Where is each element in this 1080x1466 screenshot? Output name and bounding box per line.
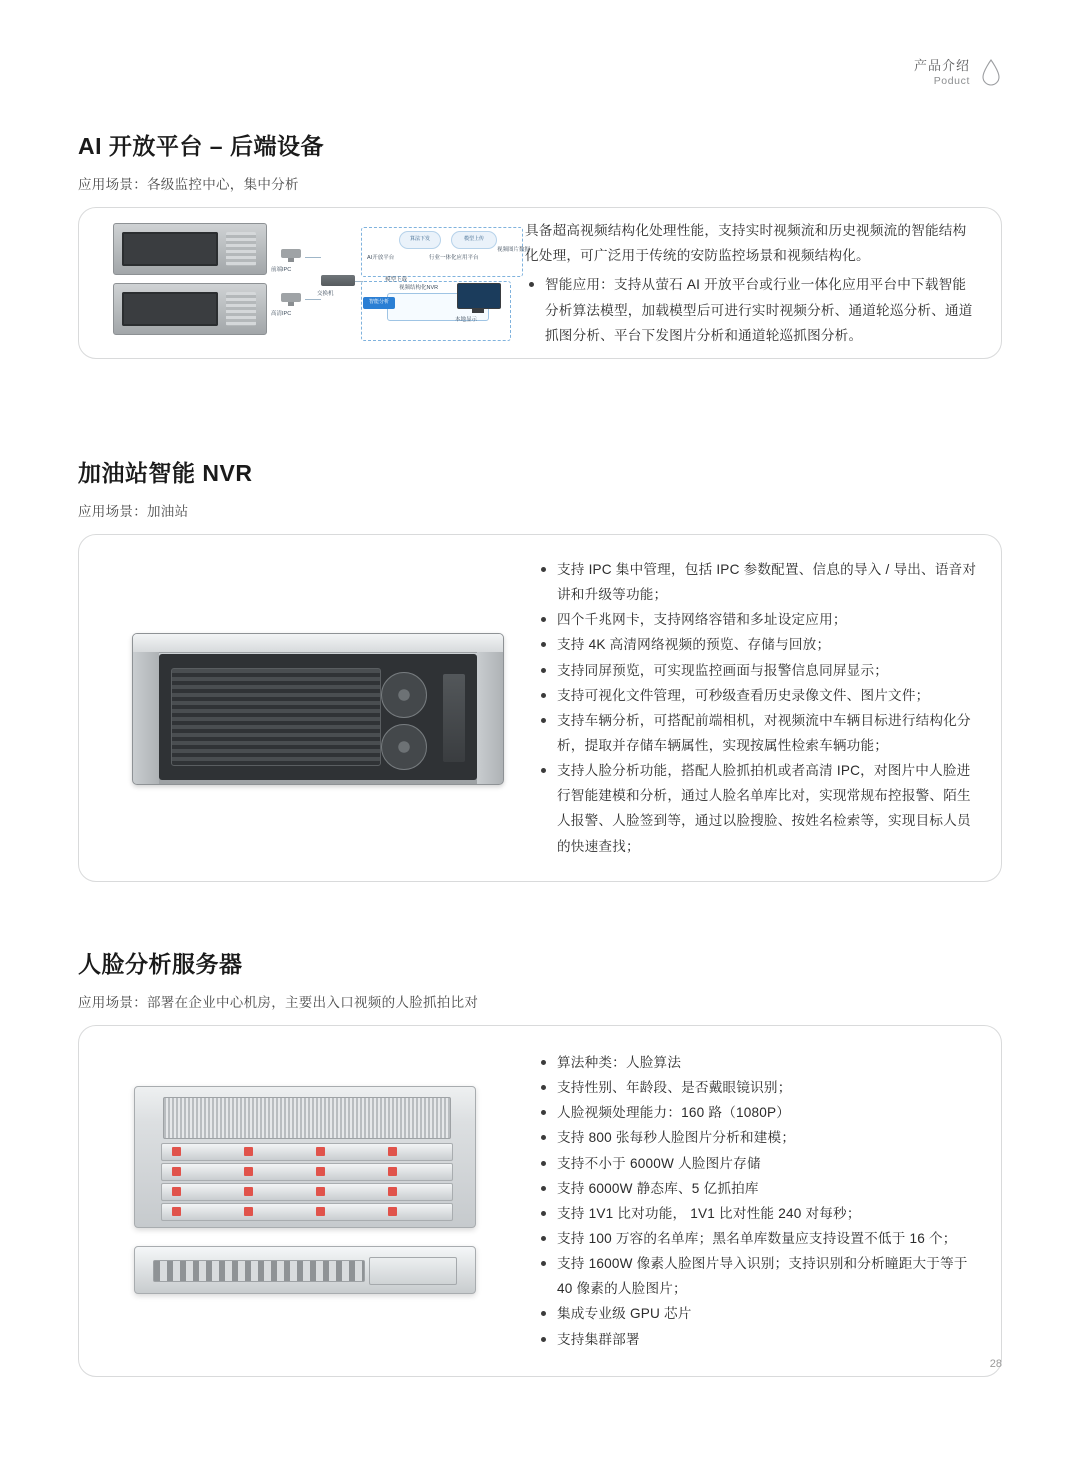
diagram-label-local-display: 本地显示: [455, 317, 478, 323]
nvr-left-ear: [133, 652, 159, 784]
list-item: 四个千兆网卡，支持网络容错和多址设定应用；: [537, 607, 979, 632]
nvr-device-top: [113, 223, 267, 275]
server-mesh-panel: [163, 1097, 451, 1139]
section-ai-open-platform: [78, 128, 1002, 359]
list-item: 智能应用：支持从萤石 AI 开放平台或行业一体化应用平台中下载智能分析算法模型，加载模型后可进行实时视频分析、通道轮巡分析、通道抓图分析、平台下发图片分析和通道轮巡抓图分析。: [525, 272, 979, 347]
list-item: 支持 IPC 集中管理，包括 IPC 参数配置、信息的导入 / 导出、语音对讲和升级等功能；: [537, 557, 979, 607]
section-title: AI 开放平台 – 后端设备: [78, 133, 324, 159]
list-item: 支持集群部署: [537, 1327, 979, 1352]
server-port-strip: [153, 1260, 365, 1282]
bullet-list: [537, 557, 979, 859]
list-item: 人脸视频处理能力：160 路（1080P）: [537, 1100, 979, 1125]
nvr-grille: [171, 668, 381, 766]
page-number: 28: [989, 1358, 1002, 1370]
diagram-label-video-image-data: 视频图片数据: [497, 247, 531, 253]
section-gas-station-nvr: [78, 455, 1002, 882]
diagram-label-industry-platform: 行业一体化应用平台: [429, 255, 479, 261]
section-paragraph: 具备超高视频结构化处理性能，支持实时视频流和历史视频流的智能结构化处理，可广泛用于传统的安防监控场景和视频结构化。: [525, 223, 967, 264]
switch-device-icon: [321, 275, 355, 286]
bullet-list: [537, 1050, 979, 1352]
server-blank-panel: [369, 1257, 457, 1285]
header-title-en: Poduct: [933, 74, 970, 87]
drive-bay-group: [161, 1143, 451, 1219]
nvr-right-ear: [477, 652, 503, 784]
diagram-label-switch: 交换机: [317, 291, 334, 297]
diagram-label-structured-nvr: 视频结构化NVR: [399, 285, 439, 291]
nvr-chassis: [132, 633, 504, 785]
smart-analysis-badge: 智能分析: [363, 297, 395, 309]
architecture-diagram: [99, 219, 531, 347]
list-item: 支持 800 张每秒人脸图片分析和建模；: [537, 1125, 979, 1150]
camera-icon-front: [277, 249, 303, 262]
page-header: [914, 58, 1002, 88]
section-subtitle: 应用场景：各级监控中心，集中分析: [78, 177, 299, 192]
drive-row: [161, 1163, 453, 1181]
diagram-label-hd-ipc: 高清IPC: [271, 311, 292, 317]
drive-row: [161, 1143, 453, 1161]
list-item: 支持 100 万容的名单库；黑名单库数量应支持设置不低于 16 个；: [537, 1226, 979, 1251]
nvr-front-face: [159, 654, 477, 780]
content-card: [78, 207, 1002, 359]
header-title-cn: 产品介绍: [913, 58, 970, 74]
diagram-illustration: [99, 219, 531, 347]
water-drop-icon: [980, 58, 1002, 88]
list-item: 支持 1V1 比对功能， 1V1 比对性能 240 对每秒；: [537, 1201, 979, 1226]
section-subtitle: 应用场景：部署在企业中心机房，主要出入口视频的人脸抓拍比对: [78, 995, 479, 1010]
nvr-led-panel: [443, 674, 465, 762]
cloud-algorithm-dispatch: 算法下发: [399, 231, 441, 249]
list-item: 算法种类：人脸算法: [537, 1050, 979, 1075]
section-face-analysis-server: [78, 946, 1002, 1377]
section-title: 加油站智能 NVR: [78, 460, 253, 486]
list-item: 支持性别、年龄段、是否戴眼镜识别；: [537, 1075, 979, 1100]
content-card: [78, 534, 1002, 882]
nvr-top-strip: [133, 634, 503, 653]
card-text: [519, 218, 979, 348]
list-item: 支持可视化文件管理，可秒级查看历史录像文件、图片文件；: [537, 683, 979, 708]
product-image-server: [97, 1086, 537, 1316]
server-illustration: [122, 1086, 512, 1316]
server-chassis-1u: [134, 1246, 476, 1294]
connector-line: [305, 257, 321, 258]
list-item: 支持 4K 高清网络视频的预览、存储与回放；: [537, 632, 979, 657]
nvr-rack-illustration: [132, 633, 502, 783]
list-item: 支持车辆分析，可搭配前端相机，对视频流中车辆目标进行结构化分析，提取并存储车辆属性，实现按属性检索车辆功能；: [537, 708, 979, 758]
content-card: [78, 1025, 1002, 1377]
diagram-label-front-ipc: 前端IPC: [271, 267, 292, 273]
connector-line: [305, 299, 321, 300]
server-chassis-4u: [134, 1086, 476, 1228]
list-item: 支持同屏预览，可实现监控画面与报警信息同屏显示；: [537, 658, 979, 683]
nvr-fan-icon: [381, 724, 427, 770]
drive-row: [161, 1183, 453, 1201]
list-item: 支持人脸分析功能，搭配人脸抓拍机或者高清 IPC，对图片中人脸进行智能建模和分析，通过人脸名单库比对，实现常规布控报警、陌生人报警、人脸签到等，通过以脸搜脸、按姓名检索等，实现目标人员的快速查找；: [537, 758, 979, 859]
nvr-device-stack: [113, 223, 265, 343]
local-display-monitor-icon: [457, 283, 499, 311]
bullet-list: [525, 272, 979, 347]
card-text: [537, 557, 979, 859]
cloud-model-upload: 模型上传: [451, 231, 497, 249]
section-title: 人脸分析服务器: [78, 951, 243, 977]
list-item: 支持 1600W 像素人脸图片导入识别；支持识别和分析瞳距大于等于 40 像素的人脸图片；: [537, 1251, 979, 1301]
list-item: 集成专业级 GPU 芯片: [537, 1301, 979, 1326]
nvr-fan-icon: [381, 672, 427, 718]
camera-icon-hd: [277, 293, 303, 306]
drive-row: [161, 1203, 453, 1221]
list-item: 支持不小于 6000W 人脸图片存储: [537, 1151, 979, 1176]
diagram-label-model-download: 模型下载: [385, 277, 408, 283]
nvr-device-bottom: [113, 283, 267, 335]
card-text: [537, 1050, 979, 1352]
connector-line: [355, 281, 363, 282]
product-image-nvr: [97, 633, 537, 783]
diagram-label-ai-platform: AI开放平台: [367, 255, 395, 261]
section-subtitle: 应用场景：加油站: [78, 504, 189, 519]
header-text: [914, 58, 970, 87]
list-item: 支持 6000W 静态库、5 亿抓拍库: [537, 1176, 979, 1201]
